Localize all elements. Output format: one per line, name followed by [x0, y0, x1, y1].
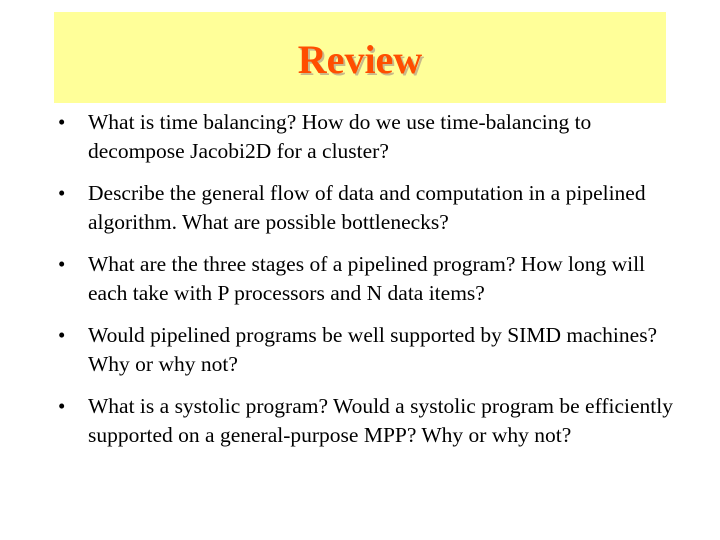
bullet-dot-icon: •: [58, 181, 66, 205]
bullet-dot-icon: •: [58, 252, 66, 276]
bullet-dot-icon: •: [58, 394, 66, 418]
title-band: [54, 12, 666, 103]
bullet-item: [58, 392, 680, 450]
bullet-text: What is a systolic program? Would a systolic program be efficiently supported on a general-purpose MPP? Why or why not?: [88, 394, 673, 447]
slide-title: Review: [297, 37, 423, 82]
bullet-item: [58, 108, 680, 166]
bullet-dot-icon: •: [58, 323, 66, 347]
bullet-list: [58, 108, 680, 463]
bullet-item: [58, 179, 680, 237]
bullet-item: [58, 321, 680, 379]
bullet-text: What is time balancing? How do we use time-balancing to decompose Jacobi2D for a cluster?: [88, 110, 592, 163]
bullet-dot-icon: •: [58, 110, 66, 134]
bullet-text: What are the three stages of a pipelined program? How long will each take with P processors and N data items?: [88, 252, 646, 305]
bullet-item: [58, 250, 680, 308]
bullet-text: Would pipelined programs be well supported by SIMD machines? Why or why not?: [88, 323, 658, 376]
bullet-text: Describe the general flow of data and computation in a pipelined algorithm. What are possible bottlenecks?: [88, 181, 646, 234]
